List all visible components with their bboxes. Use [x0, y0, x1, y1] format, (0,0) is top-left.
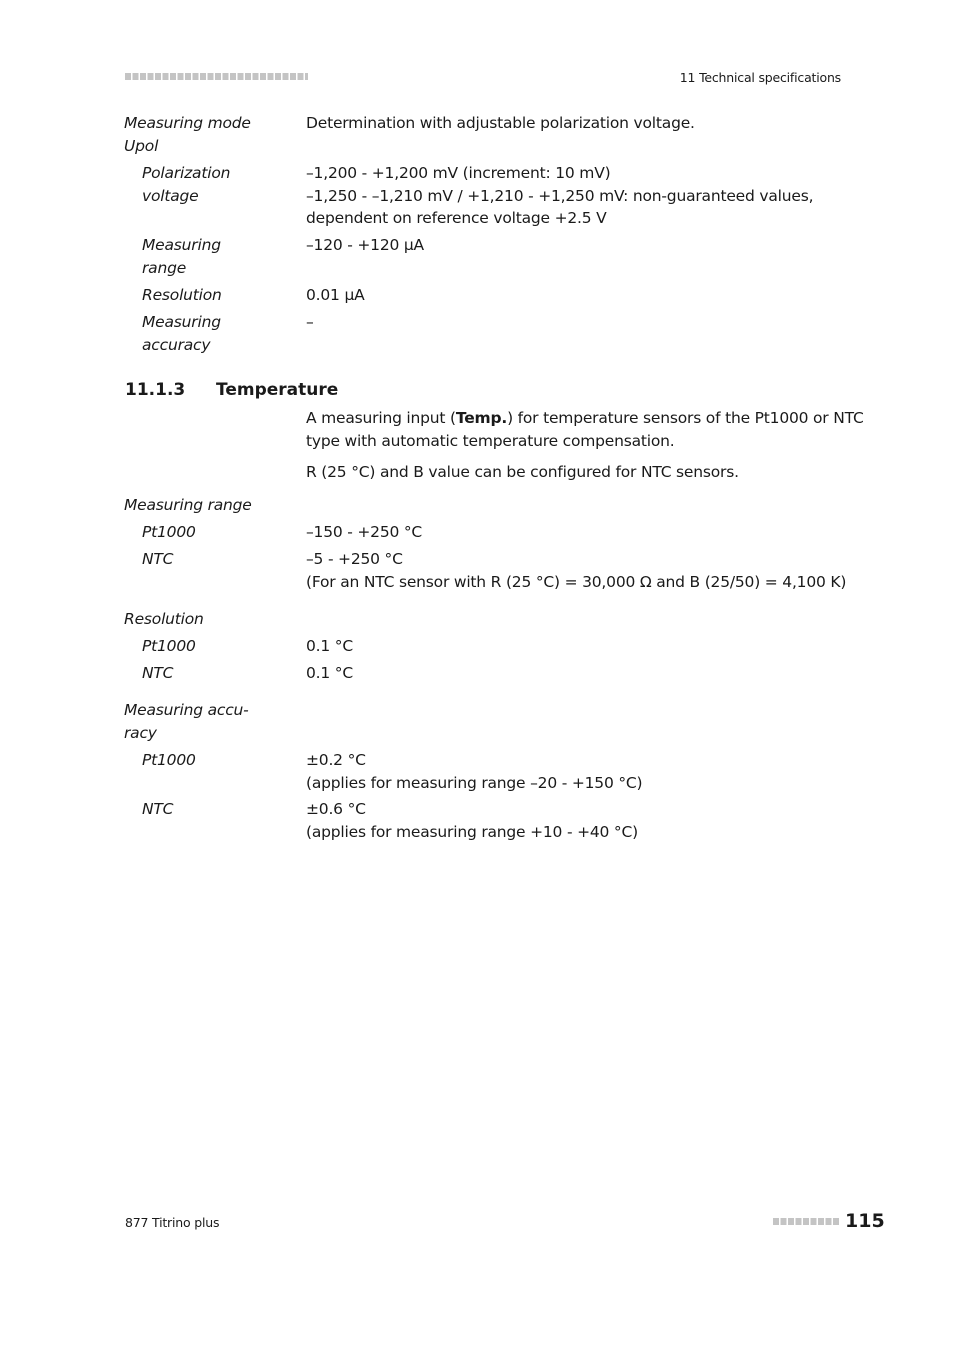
temp-input-name: Temp.	[455, 409, 508, 427]
upol-mode-label: Measuring mode Upol	[124, 114, 251, 155]
temperature-intro-ntc-config: R (25 °C) and B value can be configured for NTC sensors.	[306, 463, 739, 481]
header-decoration	[125, 73, 308, 80]
temp-accuracy-pt1000-label: Pt1000	[142, 751, 196, 769]
temp-resolution-ntc-label: NTC	[142, 664, 174, 682]
footer-product-name: 877 Titrino plus	[125, 1215, 220, 1230]
temperature-intro: A measuring input (Temp.) for temperature sensors of the Pt1000 or NTC type with automatic temperature compensation.	[306, 409, 864, 450]
temp-measuring-range-label: Measuring range	[124, 496, 252, 514]
temp-resolution-label: Resolution	[124, 610, 204, 628]
temp-accuracy-pt1000-value: ±0.2 °C (applies for measuring range –20 - +150 °C)	[306, 751, 643, 792]
upol-accuracy-label: Measuring accuracy	[142, 313, 221, 354]
temp-accuracy-ntc-value: ±0.6 °C (applies for measuring range +10 - +40 °C)	[306, 800, 638, 841]
section-number: 11.1.3	[125, 380, 186, 400]
section-title: Temperature	[216, 380, 339, 400]
upol-measuring-range-label: Measuring range	[142, 236, 221, 277]
temp-resolution-ntc-value: 0.1 °C	[306, 664, 353, 682]
temp-range-ntc-value: –5 - +250 °C (For an NTC sensor with R (25 °C) = 30,000 Ω and B (25/50) = 4,100 K)	[306, 550, 847, 591]
polarization-voltage-label: Polarization voltage	[142, 164, 231, 205]
temp-accuracy-ntc-label: NTC	[142, 800, 174, 818]
upol-accuracy-value: –	[306, 313, 314, 331]
page-number: 115	[845, 1210, 885, 1232]
temp-resolution-pt1000-value: 0.1 °C	[306, 637, 353, 655]
upol-resolution-label: Resolution	[142, 286, 222, 304]
temp-resolution-pt1000-label: Pt1000	[142, 637, 196, 655]
chapter-header: 11 Technical specifications	[679, 70, 841, 85]
temp-range-pt1000-label: Pt1000	[142, 523, 196, 541]
upol-measuring-range-value: –120 - +120 µA	[306, 236, 424, 254]
footer-decoration	[773, 1218, 840, 1225]
temp-accuracy-label: Measuring accu- racy	[124, 701, 249, 742]
upol-resolution-value: 0.01 µA	[306, 286, 365, 304]
polarization-voltage-value: –1,200 - +1,200 mV (increment: 10 mV) –1,250 - –1,210 mV / +1,210 - +1,250 mV: non-guaranteed values, dependent on reference voltage +2.5 V	[306, 164, 814, 227]
upol-mode-description: Determination with adjustable polarization voltage.	[306, 114, 695, 132]
temp-range-pt1000-value: –150 - +250 °C	[306, 523, 423, 541]
temp-range-ntc-label: NTC	[142, 550, 174, 568]
